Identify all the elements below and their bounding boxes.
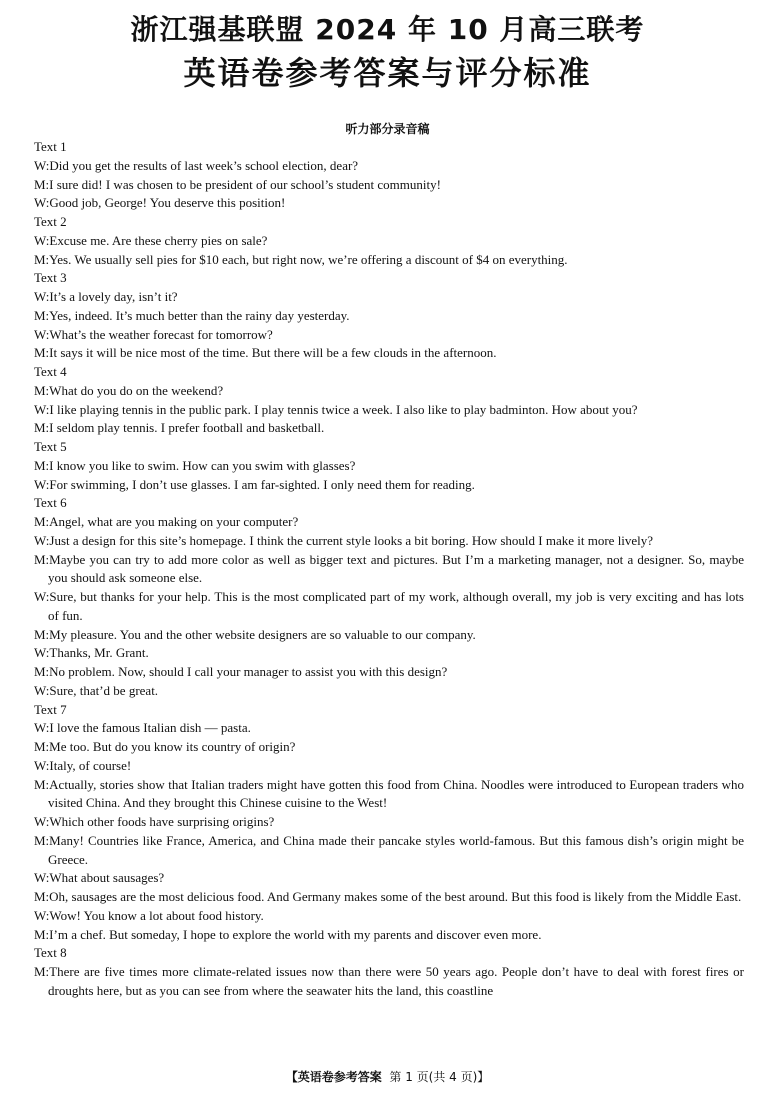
text-heading: Text 1 [34,139,67,154]
dialogue-line: W:I like playing tennis in the public park. I play tennis twice a week. I also like to play badminton. How about you? [34,401,638,417]
dialogue-line: W:What’s the weather forecast for tomorrow? [34,326,273,342]
exam-title: 浙江强基联盟 2024 年 10 月高三联考 [130,13,645,46]
dialogue-line: W:Good job, George! You deserve this position! [34,195,286,211]
dialogue-line: M:Me too. But do you know its country of origin? [34,739,296,754]
text-heading: Text 7 [34,701,67,717]
dialogue-line: W:Wow! You know a lot about food history. [34,907,264,923]
dialogue-line: M:I sure did! I was chosen to be president of our school’s student community! [34,176,441,192]
dialogue-line: M:Yes. We usually sell pies for $10 each, but right now, we’re offering a discount of $4 on everything. [34,251,568,267]
dialogue-line: M:I seldom play tennis. I prefer football and basketball. [34,420,325,436]
text-heading: Text 8 [34,945,67,961]
text-heading: Text 2 [34,214,67,229]
dialogue-line: M:I know you like to swim. How can you swim with glasses? [34,457,356,473]
dialogue-line: M:It says it will be nice most of the time. But there will be a few clouds in the afternoon. [34,345,497,361]
document-title: 英语卷参考答案与评分标准 [183,54,592,92]
text-heading: Text 3 [34,270,67,286]
dialogue-line: W:What about sausages? [34,870,165,886]
text-heading: Text 6 [34,495,67,511]
text-heading: Text 4 [34,364,67,379]
dialogue-line: M:Actually, stories show that Italian traders might have gotten this food from China. Noodles were introduced to European traders who visited China. And they brought this Chinese cuisine to the West! [34,776,744,811]
dialogue-line: M:Many! Countries like France, America, and China made their pancake styles world-famous. But this famous dish’s origin might be Greece. [34,832,744,867]
dialogue-line: M:My pleasure. You and the other website designers are so valuable to our company. [34,626,476,642]
dialogue-line: W:Excuse me. Are these cherry pies on sale? [34,232,268,248]
page-footer [0,1068,775,1085]
dialogue-line: W:Italy, of course! [34,757,132,773]
transcript-body [34,138,744,1001]
dialogue-line: W:Sure, but thanks for your help. This is the most complicated part of my work, although overall, my job is very exciting and has lots of fun. [34,589,744,623]
dialogue-line: M:No problem. Now, should I call your manager to assist you with this design? [34,664,448,679]
dialogue-line: M:Maybe you can try to add more color as well as bigger text and pictures. But I’m a marketing manager, not a designer. So, maybe you should ask someone else. [34,551,744,586]
dialogue-line: W:For swimming, I don’t use glasses. I am far-sighted. I only need them for reading. [34,476,475,492]
dialogue-line: M:What do you do on the weekend? [34,382,224,398]
dialogue-line: W:Just a design for this site’s homepage. I think the current style looks a bit boring. How should I make it more lively? [34,532,654,548]
dialogue-line: W:Thanks, Mr. Grant. [34,645,149,661]
footer-label: 【英语卷参考答案 [285,1070,382,1084]
footer-page-number: 第 1 页(共 4 页)】 [389,1070,490,1084]
dialogue-line: M:Oh, sausages are the most delicious food. And Germany makes some of the best around. But this food is likely from the Middle East. [34,889,742,904]
dialogue-line: W:Which other foods have surprising origins? [34,814,275,829]
dialogue-line: W:It’s a lovely day, isn’t it? [34,289,178,304]
dialogue-line: M:Yes, indeed. It’s much better than the rainy day yesterday. [34,307,350,323]
dialogue-line: M:There are five times more climate-related issues now than there were 50 years ago. People don’t have to deal with forest fires or droughts here, but as you can see from where the seawater hits the land, this coastline [34,964,744,998]
section-title: 听力部分录音稿 [345,122,430,136]
text-heading: Text 5 [34,439,67,454]
dialogue-line: M:I’m a chef. But someday, I hope to explore the world with my parents and discover even more. [34,926,542,942]
dialogue-line: W:Did you get the results of last week’s school election, dear? [34,157,359,173]
dialogue-line: W:Sure, that’d be great. [34,682,159,698]
dialogue-line: M:Angel, what are you making on your computer? [34,514,299,529]
dialogue-line: W:I love the famous Italian dish — pasta. [34,720,251,736]
